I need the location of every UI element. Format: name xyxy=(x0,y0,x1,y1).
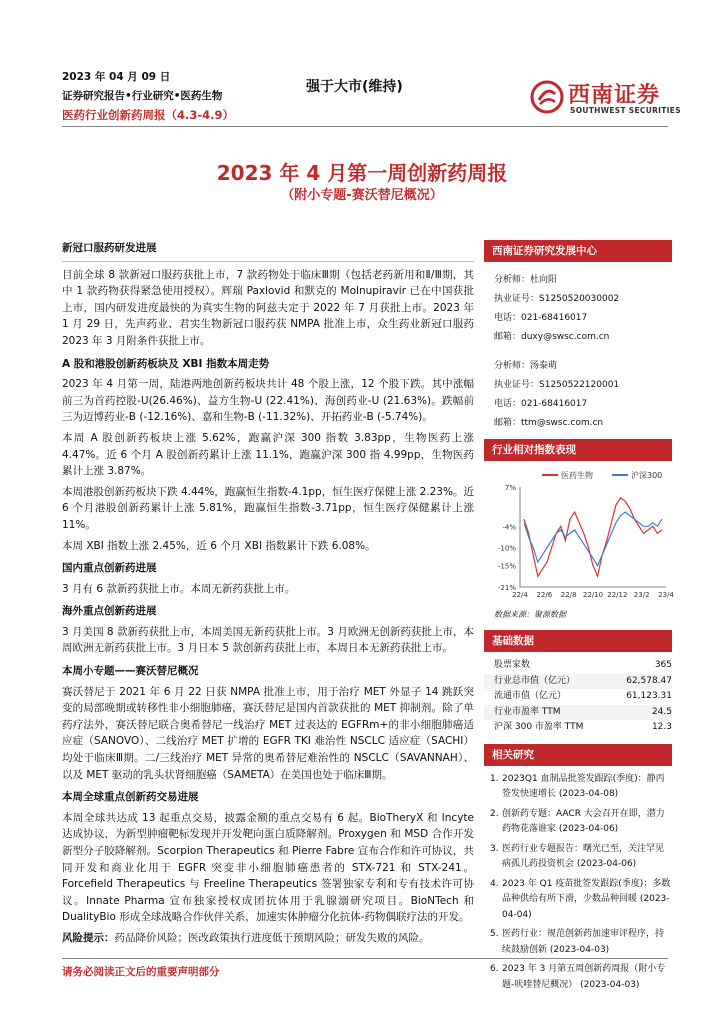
section-paragraph: 3 月有 6 款新药获批上市。本周无新药获批上市。 xyxy=(62,582,296,595)
brand-name-en: SOUTHWEST SECURITIES xyxy=(570,106,681,115)
sidebar xyxy=(484,240,672,997)
section-paragraph: 本周 A 股创新药板块上涨 5.62%，跑赢沪深 300 指数 3.83pp，生物医药上涨 4.47%。近 6 个月 A 股创新药累计上涨 11.1%，跑赢沪深 300 指 4.99pp，生物医药累计上涨 3.87%。 xyxy=(62,431,474,478)
x-tick-label: 22/4 xyxy=(512,591,528,599)
y-tick-label: -15% xyxy=(497,562,516,571)
y-tick-label: 7% xyxy=(504,484,516,492)
section-paragraph: 目前全球 8 款新冠口服药获批上市，7 款药物处于临床Ⅲ期（包括老药新用和Ⅱ/Ⅲ期，其中 1 款药物获得紧急使用授权）。辉瑞 Paxlovid 和默克的 Molnupiravir 已在中国获批上市，国内研发进度最快的为真实生物的阿兹夫定于 2022 年 7 月获批上市。2023 年 1 月 29 日，先声药业、君实生物新冠口服药获 NMPA 批准上市，众生药业新冠口服药 2023 年 3 月附条件获批上市。 xyxy=(62,268,474,347)
section-paragraph: 本周港股创新药板块下跌 4.44%，跑赢恒生指数-4.1pp，恒生医疗保健上涨 2.23%。近 6 个月港股创新药累计上涨 5.81%，跑赢恒生指数-3.71pp，恒生医疗保健累计上涨 11%。 xyxy=(62,485,474,531)
risk-text: 药品降价风险；医改政策执行进度低于预期风险；研发失败的风险。 xyxy=(114,931,430,944)
item-text: 2023Q1 血制品批签发跟踪(季度)：静丙签发快速增长 (2023-04-08) xyxy=(502,773,665,799)
related-research-item[interactable] xyxy=(490,877,672,924)
section-paragraph: 3 月美国 8 款新药获批上市，本周美国无新药获批上市。3 月欧洲无创新药获批上市，本周欧洲无新药获批上市。3 月日本 5 款创新药获批上市，本周日本无新药获批上市。 xyxy=(62,625,474,655)
main-content xyxy=(62,240,474,951)
basic-data-label: 行业总市值（亿元） xyxy=(494,675,576,686)
header-divider xyxy=(62,126,668,127)
series-line xyxy=(524,498,662,577)
item-text: 医药行业专题报告：曙光已至，关注罕见病孤儿药投资机会 (2023-04-06) xyxy=(502,843,665,869)
y-tick-label: -10% xyxy=(497,544,516,553)
analyst-name: 分析师：汤泰萌 xyxy=(494,361,558,371)
report-series: 医药行业创新药周报（4.3-4.9） xyxy=(62,108,235,122)
basic-data-label: 股票家数 xyxy=(494,660,531,670)
rating: 强于大市(维持) xyxy=(306,79,403,95)
x-tick-label: 22/8 xyxy=(560,591,577,599)
section-paragraph: 本周 XBI 指数上涨 2.45%，近 6 个月 XBI 指数累计下跌 6.08%。 xyxy=(62,539,376,552)
section-heading: 国内重点创新药进展 xyxy=(62,562,157,575)
brand-emblem-icon xyxy=(530,80,564,114)
y-tick-label: -4% xyxy=(502,523,516,532)
x-tick-label: 22/6 xyxy=(536,591,553,599)
y-tick-label: -21% xyxy=(497,584,516,592)
analyst-license: 执业证号：S1250522120001 xyxy=(494,380,620,390)
item-text: 医药行业：规范创新药加速审评程序，持续鼓励创新 (2023-04-03) xyxy=(502,929,665,955)
related-research-item[interactable] xyxy=(490,807,672,838)
section-heading: 海外重点创新药进展 xyxy=(62,605,157,618)
analyst-name: 分析师：杜向阳 xyxy=(494,275,558,285)
section-heading: 新冠口服药研发进展 xyxy=(62,242,157,254)
basic-data-value: 62,578.47 xyxy=(626,675,672,686)
item-number: 5. xyxy=(490,929,499,939)
basic-data-row xyxy=(484,674,672,690)
legend-label: 沪深300 xyxy=(631,471,663,480)
legend-label: 医药生物 xyxy=(561,471,593,480)
x-tick-label: 22/10 xyxy=(582,591,604,599)
basic-data-label: 沪深 300 市盈率 TTM xyxy=(494,722,584,732)
item-text: 2023 年 3 月第五周创新药周报（附小专题-吠喹替尼概况） (2023-04-03) xyxy=(502,964,666,990)
item-text: 创新药专题：AACR 大会召开在即，潜力药物花落谁家 (2023-04-06) xyxy=(502,808,665,834)
basic-data-value: 12.3 xyxy=(651,722,672,732)
related-research-item[interactable] xyxy=(490,962,672,993)
basic-data-value: 365 xyxy=(654,660,672,670)
analyst-phone: 电话：021-68416017 xyxy=(494,399,588,409)
analyst-list xyxy=(484,262,672,439)
basic-data-row xyxy=(484,689,672,705)
related-research-item[interactable] xyxy=(490,927,672,958)
index-chart xyxy=(484,461,672,611)
report-date: 2023 年 04 月 09 日 xyxy=(62,71,171,83)
x-tick-label: 22/12 xyxy=(607,591,628,599)
basic-data-row xyxy=(484,705,672,721)
analyst-email: 邮箱：ttm@swsc.com.cn xyxy=(494,418,604,428)
related-research-item[interactable] xyxy=(490,842,672,873)
x-tick-label: 23/4 xyxy=(658,591,674,599)
report-title: 2023 年 4 月第一周创新药周报 xyxy=(216,161,508,185)
item-number: 1. xyxy=(490,773,499,784)
basic-data-title: 基础数据 xyxy=(484,630,672,652)
section-paragraph: 本周全球共达成 13 起重点交易，披露金额的重点交易有 6 起。BioTheryX 和 Incyte 达成协议，为新型肿瘤靶标发现并开发靶向蛋白质降解剂。Proxygen 和 MSD 合作开发新型分子胶降解剂。Scorpion Therapeutics 和 Pierre Fabre 宣布合作和许可协议，共同开发和商业化用于 EGFR 突变非小细胞肺癌患者的 STX-721 和 STX-241。Forcefield Therapeutics 与 Freeline Therapeutics 签署独家专利和专有技术许可协议。Innate Pharma 宣布独家授权成团抗体用于乳腺溺研究项目。BioNTech 和 DualityBio 形成全球战略合作伙伴关系，加速实体肿瘤分化抗体-药物偶联疗法的开发。 xyxy=(62,811,474,924)
report-subtitle: （附小专题-赛沃替尼概况） xyxy=(281,188,443,203)
basic-data-value: 24.5 xyxy=(651,706,672,717)
item-text: 2023 年 Q1 疫苗批签发跟踪(季度)：多数品种供给有所下滑，少数品种回暖 (2023-04-04) xyxy=(502,878,671,920)
chart-source: 数据来源：聚源数据 xyxy=(494,610,566,619)
section-heading: A 股和港股创新药板块及 XBI 指数本周走势 xyxy=(62,357,270,370)
section-paragraph: 赛沃替尼于 2021 年 6 月 22 日获 NMPA 批准上市，用于治疗 MET 外显子 14 跳跃突变的局部晚期或转移性非小细胞肺癌，赛沃替尼是国内首款获批的 MET 抑制剂。除了单药疗法外，赛沃替尼联合奥希替尼一线治疗 MET 过表达的 EGFRm+的非小细胞肺癌适应症（SANOVO）、二线治疗 MET 扩增的 EGFR TKI 难治性 NSCLC 适应症（SACHI）均处于临床Ⅲ期。二/三线治疗 MET 异常的奥希替尼难治性的 NSCLC（SAVANNAH）、以及 MET 驱动的乳头状肾细胞癌（SAMETA）在美国也处于临床Ⅲ期。 xyxy=(62,685,474,781)
item-number: 6. xyxy=(490,964,499,974)
item-number: 4. xyxy=(490,878,499,889)
related-research-item[interactable] xyxy=(490,772,672,803)
brand-name-cn: 西南证券 xyxy=(568,82,661,108)
x-tick-label: 23/2 xyxy=(633,591,650,599)
section-heading: 本周小专题——赛沃替尼概况 xyxy=(62,665,199,678)
chart-title: 行业相对指数表现 xyxy=(484,439,672,461)
basic-data-value: 61,123.31 xyxy=(626,691,672,701)
analyst-phone: 电话：021-68416017 xyxy=(494,313,588,323)
analyst-license: 执业证号：S1250520030002 xyxy=(494,294,620,304)
footer-disclaimer: 请务必阅读正文后的重要声明部分 xyxy=(62,966,220,978)
research-center-title: 西南证券研究发展中心 xyxy=(484,240,672,262)
risk-note xyxy=(62,930,474,947)
basic-data-table xyxy=(484,652,672,744)
analyst-email: 邮箱：duxy@swsc.com.cn xyxy=(494,332,610,342)
footer-divider xyxy=(62,958,668,959)
item-number: 2. xyxy=(490,808,499,819)
related-research-title: 相关研究 xyxy=(484,744,672,766)
section-divider xyxy=(62,261,474,262)
section-paragraph: 2023 年 4 月第一周，陆港两地创新药板块共计 48 个股上涨，12 个股下跌。其中涨幅前三为首药控股-U(26.46%)、益方生物-U (22.41%)、海创药业-U (21.63%)。跌幅前三为迈博药业-B (-12.16%)、嘉和生物-B (-11.32%)、开拓药业-B (-5.74%)。 xyxy=(62,378,474,424)
item-number: 3. xyxy=(490,843,499,854)
section-heading: 本周全球重点创新药交易进展 xyxy=(62,791,199,804)
brand-logo xyxy=(530,78,690,120)
index-chart-svg xyxy=(484,461,672,611)
basic-data-label: 流通市值（亿元） xyxy=(494,691,567,701)
basic-data-label: 行业市盈率 TTM xyxy=(494,706,561,717)
header-meta xyxy=(62,68,234,125)
risk-label: 风险提示： xyxy=(62,931,115,944)
basic-data-row xyxy=(484,720,672,736)
basic-data-row xyxy=(484,658,672,674)
series-line xyxy=(524,512,662,566)
report-category: 证券研究报告•行业研究•医药生物 xyxy=(62,90,223,102)
